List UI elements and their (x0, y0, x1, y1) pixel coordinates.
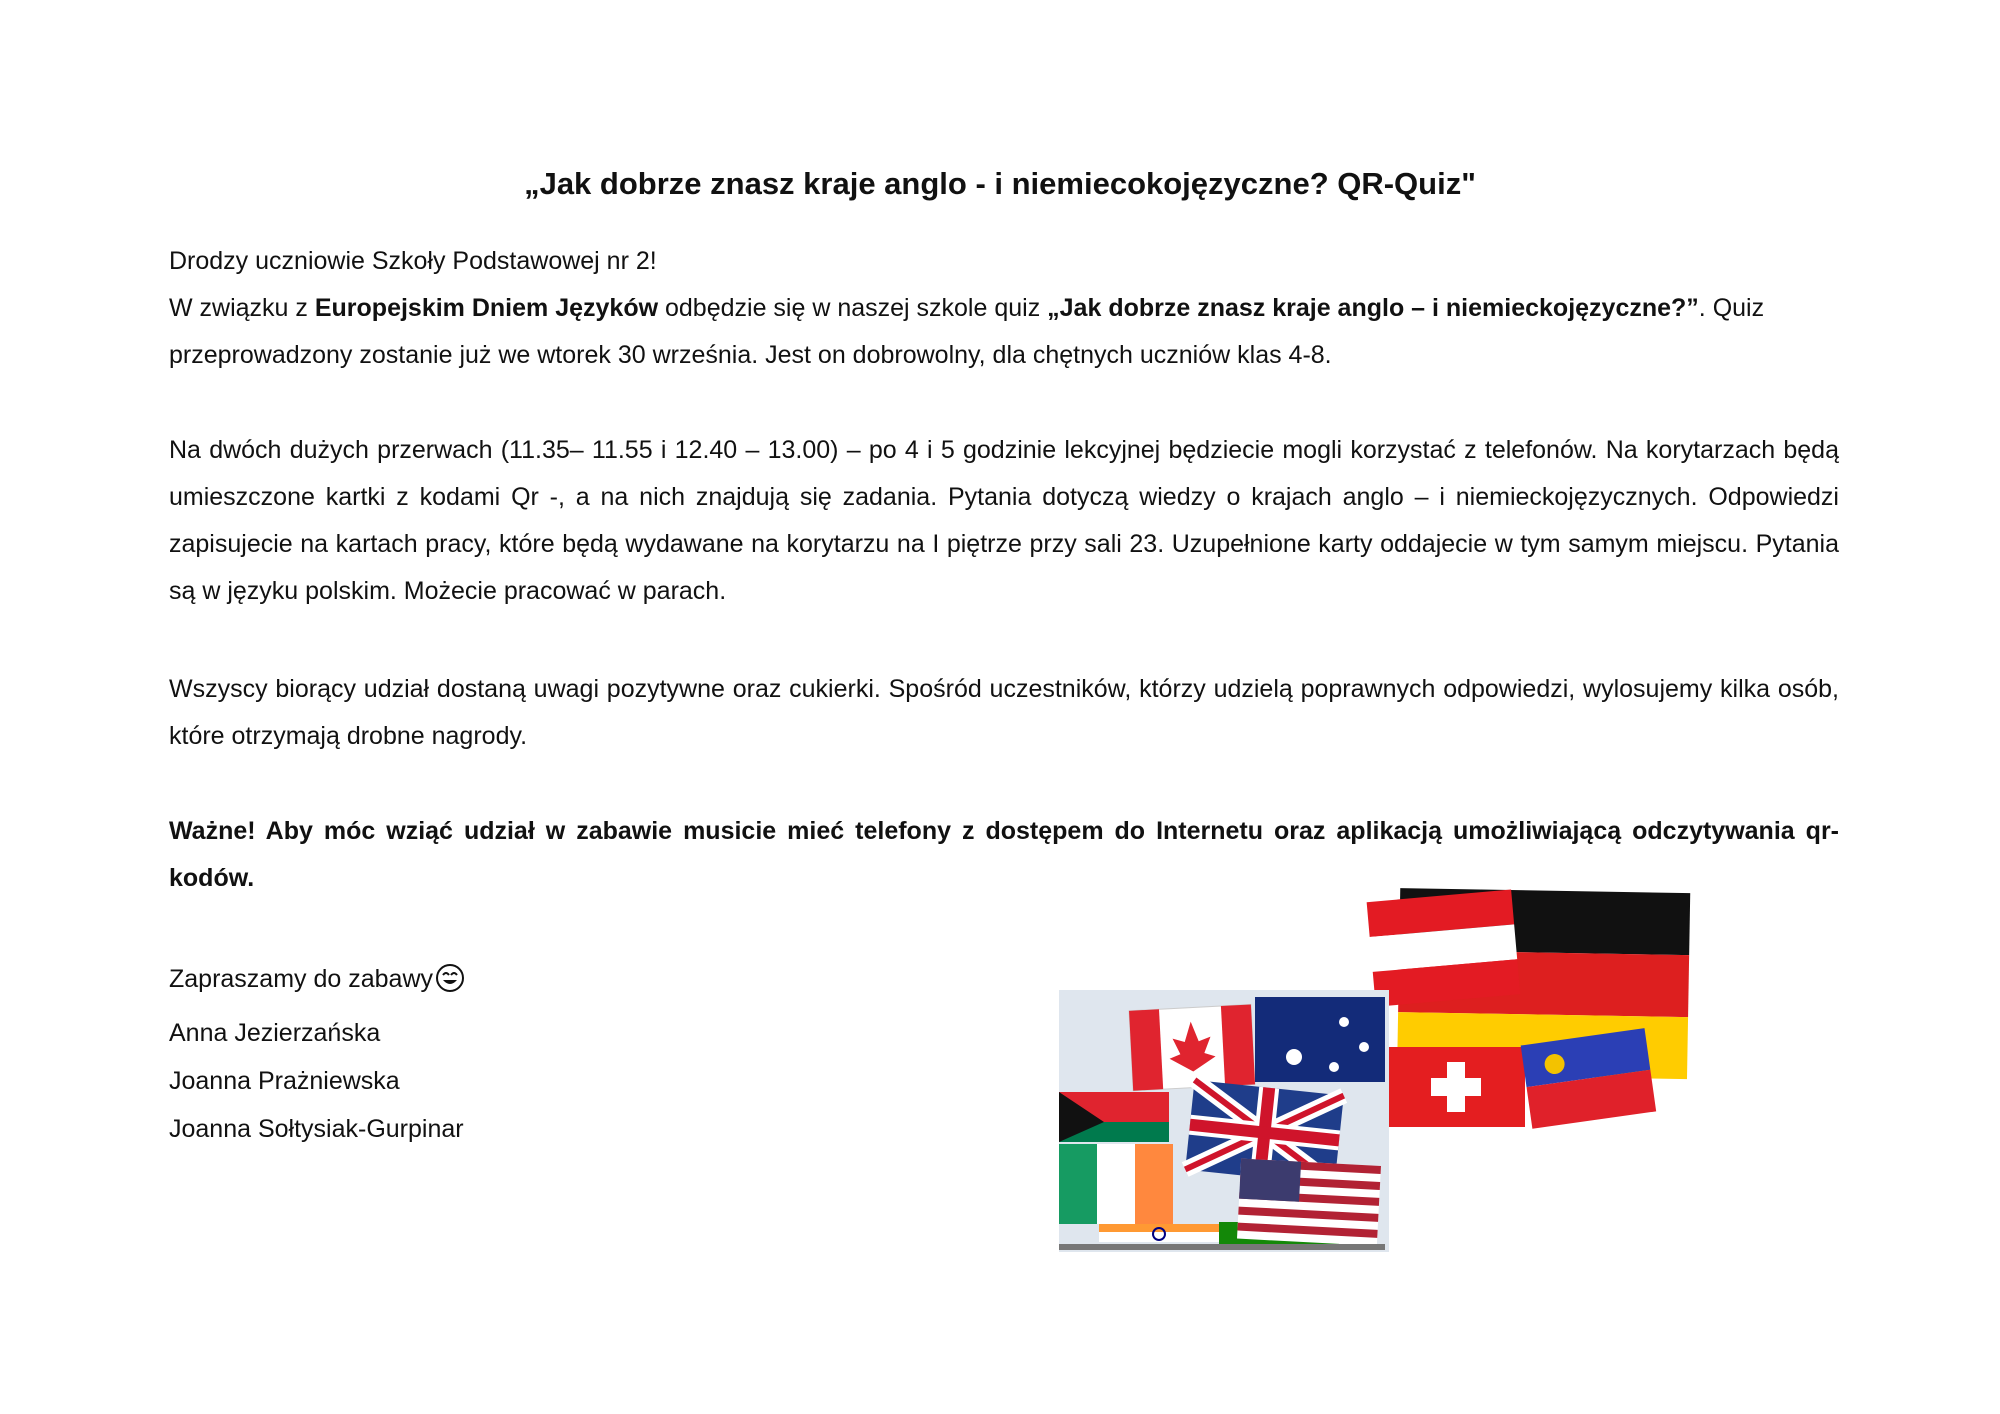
prizes-paragraph: Wszyscy biorący udział dostaną uwagi pozytywne oraz cukierki. Spośród uczestników, którzy udzielą poprawnych odpowiedzi, wylosujemy kilka osób, które otrzymają drobne nagrody. (169, 675, 1839, 750)
south-africa-flag-icon (1059, 1092, 1169, 1142)
quiz-name: „Jak dobrze znasz kraje anglo – i niemieckojęzyczne?” (1047, 294, 1699, 322)
intro-paragraph (169, 238, 1839, 379)
usa-flag-icon (1237, 1159, 1381, 1246)
smiling-face-icon (435, 961, 465, 1009)
liechtenstein-flag-icon (1521, 1028, 1656, 1129)
intro-text-2: odbędzie się w naszej szkole quiz (658, 294, 1048, 322)
important-notice: Ważne! Aby móc wziąć udział w zabawie musicie mieć telefony z dostępem do Internetu oraz aplikacją umożliwiającą odczytywania qr-kodów. (169, 817, 1839, 892)
ireland-flag-icon (1059, 1144, 1173, 1224)
austria-flag-icon (1367, 890, 1521, 1007)
intro-text-3: . Quiz przeprowadzony zostanie już we wtorek 30 września. Jest on dobrowolny, dla chętnych uczniów klas 4-8. (169, 294, 1765, 369)
intro-text-1: W związku z (169, 294, 315, 322)
rules-paragraph: Na dwóch dużych przerwach (11.35– 11.55 i 12.40 – 13.00) – po 4 i 5 godzinie lekcyjnej będziecie mogli korzystać z telefonów. Na korytarzach będą umieszczone kartki z kodami Qr -, a na nich znajdują się zadania. Pytania dotyczą wiedzy o krajach anglo – i niemieckojęzycznych. Odpowiedzi zapisujecie na kartach pracy, które będą wydawane na korytarzu na I piętrze przy sali 23. Uzupełnione karty oddajecie w tym samym miejscu. Pytania są w języku polskim. Możecie pracować w parach. (169, 436, 1839, 605)
canada-flag-icon (1129, 1004, 1255, 1090)
page-title: „Jak dobrze znasz kraje anglo - i niemiecokojęzyczne? QR-Quiz" (524, 166, 1476, 201)
flags-collage-image (1059, 882, 1699, 1252)
event-name: Europejskim Dniem Języków (314, 294, 659, 322)
switzerland-flag-icon (1387, 1047, 1525, 1127)
signature-2: Joanna Prażniewska (169, 1067, 400, 1095)
signature-3: Joanna Sołtysiak-Gurpinar (169, 1115, 464, 1143)
australia-flag-icon (1255, 997, 1385, 1082)
invite-text: Zapraszamy do zabawy (169, 965, 434, 993)
signature-1: Anna Jezierzańska (169, 1019, 381, 1047)
greeting: Drodzy uczniowie Szkoły Podstawowej nr 2! (169, 247, 657, 275)
